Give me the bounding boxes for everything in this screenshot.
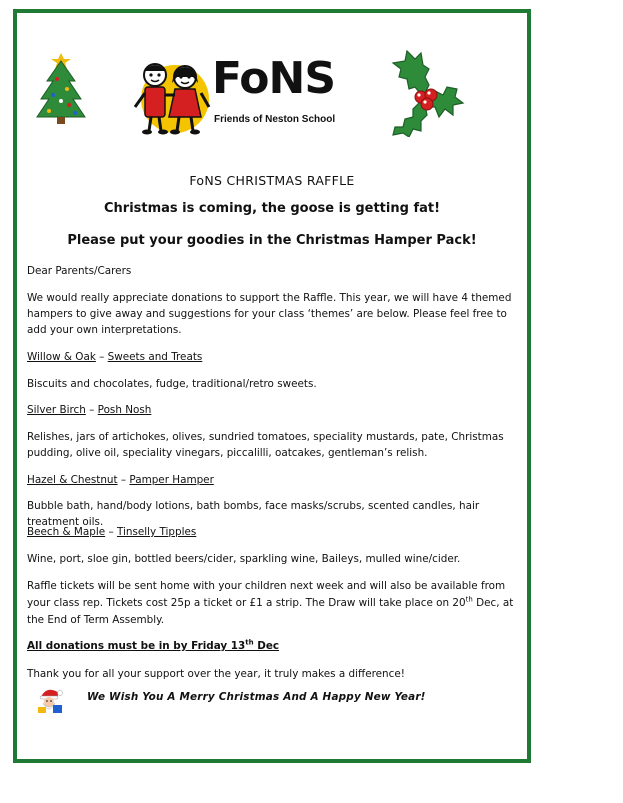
letter-frame xyxy=(13,9,531,763)
tickets-paragraph xyxy=(27,578,527,629)
closing-greeting: We Wish You A Merry Christmas And A Happy New Year! xyxy=(87,691,426,703)
hamper-classes: Willow & Oak xyxy=(27,351,96,363)
hamper-items-2: Relishes, jars of artichokes, olives, sundried tomatoes, speciality mustards, pate, Christmas pudding, olive oil, speciality vinegars, piccalilli, oatcakes, gentleman’s relish. xyxy=(27,431,504,459)
hamper-heading-1 xyxy=(27,349,527,365)
separator: – xyxy=(120,474,127,486)
hamper-theme: Sweets and Treats xyxy=(107,351,203,363)
hamper-theme: Tinselly Tipples xyxy=(116,526,197,538)
thanks-text: Thank you for all your support over the year, it truly makes a difference! xyxy=(27,668,405,680)
separator: – xyxy=(89,404,95,416)
hamper-items-4: Wine, port, sloe gin, bottled beers/cider, sparkling wine, Baileys, mulled wine/cider. xyxy=(27,553,461,565)
deadline-notice xyxy=(27,638,527,654)
tickets-sup: th xyxy=(465,595,473,604)
logo-subtitle: Friends of Neston School xyxy=(214,114,336,125)
hamper-classes: Hazel & Chestnut xyxy=(27,474,118,486)
intro-paragraph: We would really appreciate donations to support the Raffle. This year, we will have 4 themed hampers to give away and suggestions for your class ‘themes’ are below. Please feel free to add your own interpretations. xyxy=(27,292,512,336)
hamper-items-3: Bubble bath, hand/body lotions, bath bombs, face masks/scrubs, scented candles, hair treatment oils. xyxy=(27,500,480,528)
hamper-classes: Beech & Maple xyxy=(27,526,106,538)
tickets-text-2: Dec, at the End of Term Assembly. xyxy=(27,597,514,626)
separator: – xyxy=(108,526,114,538)
santa-icon xyxy=(35,685,65,715)
children-logo-icon xyxy=(129,55,213,137)
fons-logo xyxy=(129,55,339,145)
hamper-theme: Pamper Hamper xyxy=(129,474,214,486)
hamper-heading-4 xyxy=(27,524,527,540)
holly-icon xyxy=(385,47,465,137)
hamper-heading-2 xyxy=(27,402,527,418)
header xyxy=(17,13,527,153)
deadline-text-1: All donations must be in by Friday 13 xyxy=(27,640,246,652)
headline-goose: Christmas is coming, the goose is getting fat! xyxy=(103,201,441,216)
christmas-tree-icon xyxy=(31,45,91,125)
deadline-text-2: Dec xyxy=(253,640,280,652)
logo-title: FoNS xyxy=(212,53,336,104)
hamper-theme: Posh Nosh xyxy=(97,404,152,416)
deadline-sup: th xyxy=(245,638,254,647)
hamper-classes: Silver Birch xyxy=(27,404,86,416)
greeting: Dear Parents/Carers xyxy=(27,265,132,277)
separator: – xyxy=(99,351,105,363)
hamper-heading-3 xyxy=(27,472,527,488)
headline-hamper: Please put your goodies in the Christmas Hamper Pack! xyxy=(67,233,477,248)
tickets-text-1: Raffle tickets will be sent home with your children next week and will also be available from your class rep. Tickets cost 25p a ticket or £1 a strip. The Draw will take place on 20 xyxy=(27,580,506,609)
hamper-items-1: Biscuits and chocolates, fudge, traditional/retro sweets. xyxy=(27,378,317,390)
raffle-title: FoNS CHRISTMAS RAFFLE xyxy=(189,173,355,188)
